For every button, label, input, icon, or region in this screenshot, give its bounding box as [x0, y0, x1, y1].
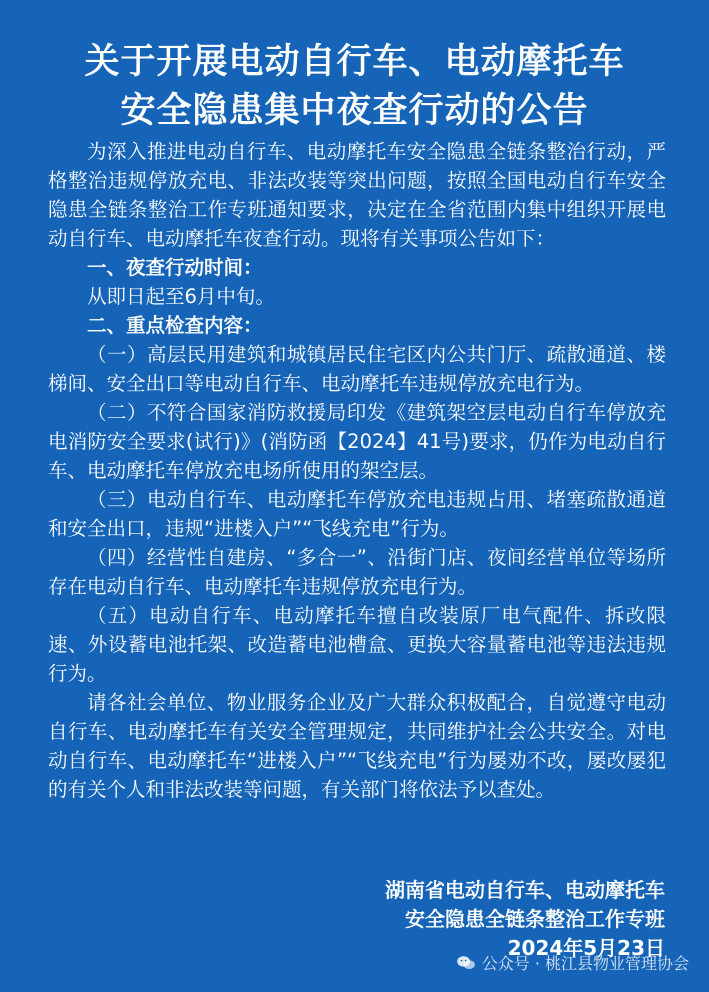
notice-paragraph: （一）高层民用建筑和城镇居民住宅区内公共门厅、疏散通道、楼梯间、安全出口等电动自行车、电动摩托车违规停放充电行为。 [48, 343, 666, 395]
signature-block [385, 876, 665, 963]
title-line-2: 安全隐患集中夜查行动的公告 [120, 91, 589, 131]
notice-date: 2024年5月23日 [507, 936, 665, 960]
notice-paragraph: （三）电动自行车、电动摩托车停放充电违规占用、堵塞疏散通道和安全出口，违规“进楼入户”“飞线充电”行为。 [48, 488, 666, 540]
watermark [456, 951, 689, 974]
watermark-text: 公众号 · 桃江县物业管理协会 [481, 954, 689, 973]
signature-line-2: 安全隐患全链条整治工作专班 [405, 907, 665, 931]
notice-paragraph: 为深入推进电动自行车、电动摩托车安全隐患全链条整治行动，严格整治违规停放充电、非法改装等突出问题，按照全国电动自行车安全隐患全链条整治工作专班通知要求，决定在全省范围内集中组织开展电动自行车、电动摩托车夜查行动。现将有关事项公告如下： [48, 140, 666, 250]
section-heading: 一、夜查行动时间： [87, 256, 263, 279]
notice-paragraph: （四）经营性自建房、“多合一”、沿街门店、夜间经营单位等场所存在电动自行车、电动摩托车违规停放充电行为。 [48, 546, 666, 598]
section-heading: 二、重点检查内容： [87, 314, 263, 337]
wechat-icon [456, 955, 476, 971]
title-line-1: 关于开展电动自行车、电动摩托车 [84, 42, 625, 82]
signature-line-1: 湖南省电动自行车、电动摩托车 [385, 878, 665, 902]
notice-paragraph: 请各社会单位、物业服务企业及广大群众积极配合，自觉遵守电动自行车、电动摩托车有关安全管理规定，共同维护社会公共安全。对电动自行车、电动摩托车“进楼入户”“飞线充电”行为屡劝不改，屡改屡犯的有关个人和非法改装等问题，有关部门将依法予以查处。 [48, 691, 666, 801]
notice-body [48, 137, 666, 804]
notice-paragraph: （五）电动自行车、电动摩托车擅自改装原厂电气配件、拆改限速、外设蓄电池托架、改造蓄电池槽盒、更换大容量蓄电池等违法违规行为。 [48, 604, 666, 685]
notice-paragraph: （二）不符合国家消防救援局印发《建筑架空层电动自行车停放充电消防安全要求(试行)》(消防函【2024】41号)要求，仍作为电动自行车、电动摩托车停放充电场所使用的架空层。 [48, 401, 666, 482]
notice-paragraph: 从即日起至6月中旬。 [87, 285, 275, 308]
notice-title [0, 38, 709, 136]
